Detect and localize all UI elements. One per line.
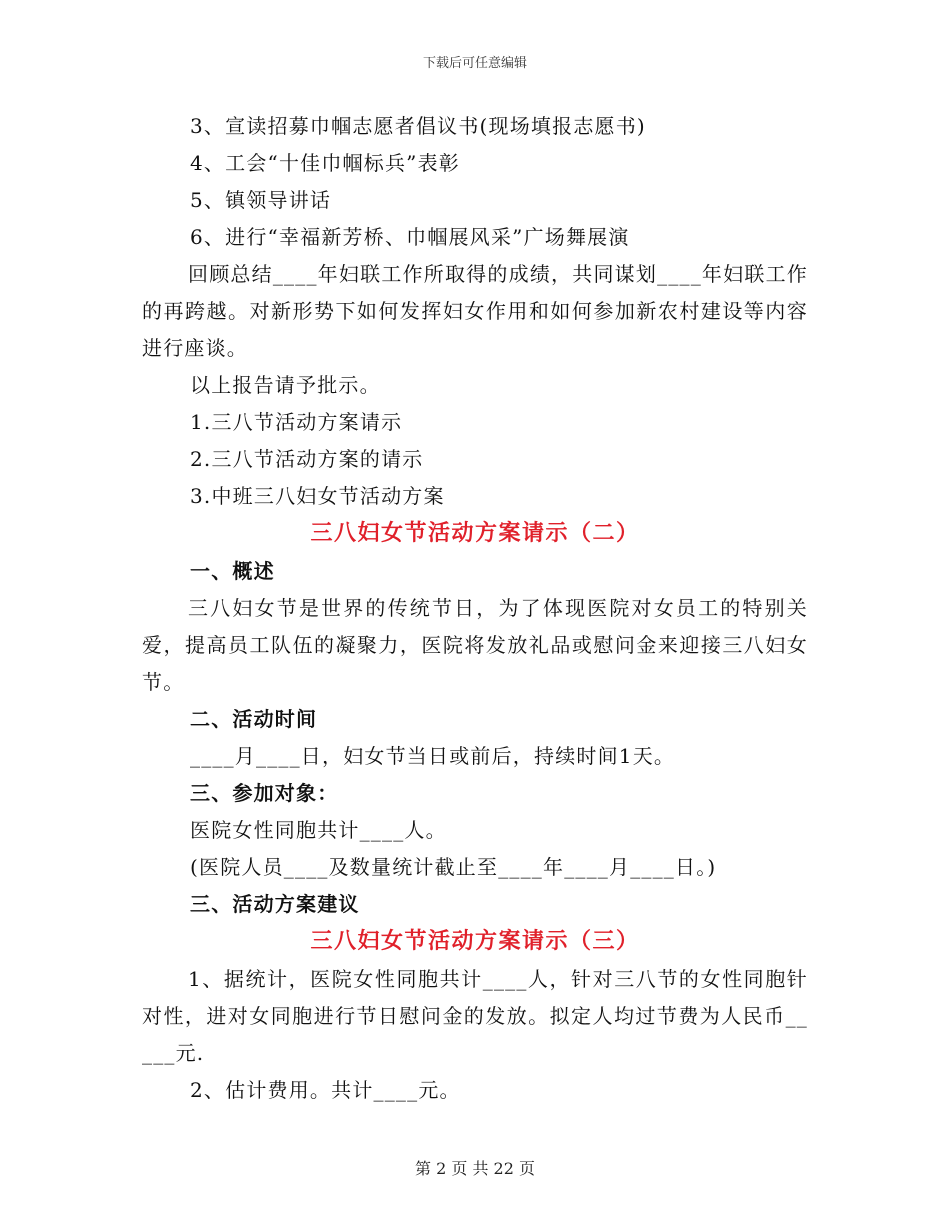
related-link: 1.三八节活动方案请示 xyxy=(190,410,403,434)
list-item: 6、进行“幸福新芳桥、巾帼展风采”广场舞展演 xyxy=(190,225,630,249)
page-header: 下载后可任意编辑 xyxy=(422,56,527,71)
related-link: 2.三八节活动方案的请示 xyxy=(190,447,424,471)
section-title: 三八妇女节活动方案请示（二） xyxy=(310,521,640,546)
target-note: (医院人员____及数量统计截止至____年____月____日。) xyxy=(190,855,717,879)
section-heading: 三、活动方案建议 xyxy=(190,892,360,916)
list-item: 3、宣读招募巾帼志愿者倡议书(现场填报志愿书) xyxy=(190,114,646,138)
page-footer: 第 2 页 共 22 页 xyxy=(415,1159,535,1178)
approval-text: 以上报告请予批示。 xyxy=(190,373,381,397)
section-title: 三八妇女节活动方案请示（三） xyxy=(310,929,640,954)
list-item: 4、工会“十佳巾帼标兵”表彰 xyxy=(190,151,460,175)
item-paragraph: 2、估计费用。共计____元。 xyxy=(190,1078,461,1102)
section-heading: 二、活动时间 xyxy=(190,707,318,731)
target-text: 医院女性同胞共计____人。 xyxy=(190,818,447,842)
review-paragraph: 回顾总结____年妇联工作所取得的成绩，共同谋划____年妇联工作的再跨越。对新形势下如何发挥妇女作用和如何参加新农村建设等内容进行座谈。 xyxy=(142,262,808,360)
list-item: 5、镇领导讲话 xyxy=(190,188,332,212)
time-text: ____月____日，妇女节当日或前后，持续时间1天。 xyxy=(190,744,676,768)
document-body xyxy=(142,108,808,1109)
section-heading: 一、概述 xyxy=(190,559,275,583)
section-heading: 三、参加对象： xyxy=(190,781,339,805)
overview-paragraph: 三八妇女节是世界的传统节日，为了体现医院对女员工的特别关爱，提高员工队伍的凝聚力，医院将发放礼品或慰问金来迎接三八妇女节。 xyxy=(142,596,808,694)
item-paragraph: 1、据统计，医院女性同胞共计____人，针对三八节的女性同胞针对性，进对女同胞进行节日慰问金的发放。拟定人均过节费为人民币_____元. xyxy=(142,967,808,1065)
related-link: 3.中班三八妇女节活动方案 xyxy=(190,484,445,508)
